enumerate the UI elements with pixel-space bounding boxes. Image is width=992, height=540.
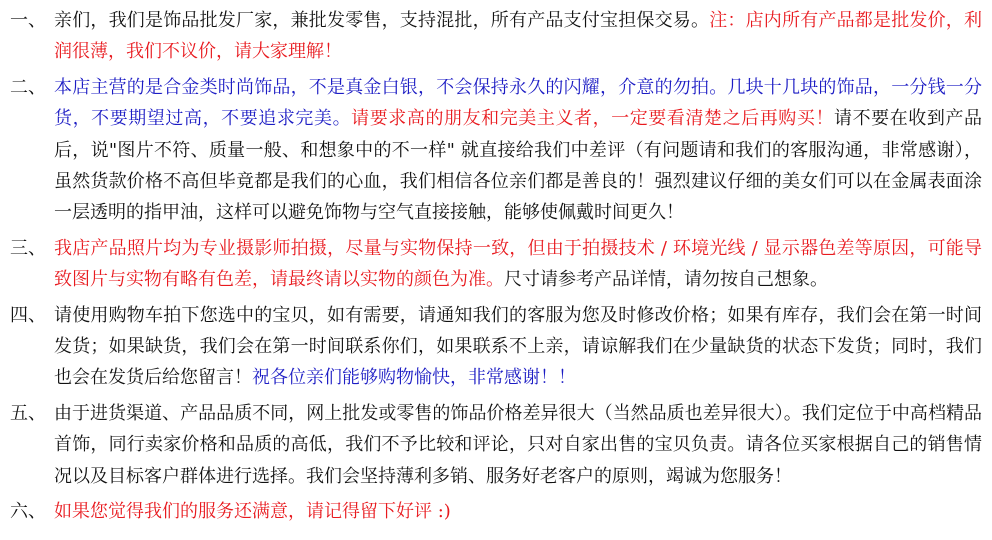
item-number: 二、	[10, 76, 46, 98]
item-text	[54, 5, 982, 68]
notice-item-2	[10, 72, 982, 229]
notice-item-4	[10, 300, 982, 394]
highlight-segment: 请要求高的朋友和完美主义者，一定要看清楚之后再购买！	[351, 108, 835, 130]
item-number: 四、	[10, 304, 46, 326]
notice-item-1	[10, 5, 982, 68]
item-text	[54, 233, 982, 296]
highlight-segment: 我店产品照片均为专业摄影师拍摄，尽量与实物保持一致，但由于拍摄技术 / 环境光线 / 显示器色差等原因，可能导致图片与实物有略有色差，请最终请以实物的颜色为准。	[54, 237, 982, 291]
item-text	[54, 398, 982, 492]
text-segment: 由于进货渠道、产品品质不同，网上批发或零售的饰品价格差异很大（当然品质也差异很大）。我们定位于中高档精品首饰，同行卖家价格和品质的高低，我们不予比较和评论，只对自家出售的宝贝负责。请各位买家根据自己的销售情况以及目标客户群体进行选择。我们会坚持薄利多销、服务好老客户的原则，竭诚为您服务！	[54, 402, 982, 487]
item-number: 一、	[10, 10, 46, 31]
item-number: 六、	[10, 501, 46, 523]
notice-item-3	[10, 233, 982, 296]
item-text	[54, 72, 982, 229]
highlight-segment: 如果您觉得我们的服务还满意，请记得留下好评 :)	[54, 501, 451, 523]
highlight-segment: 注：店内所有产品都是批发价，利润很薄，我们不议价，请大家理解！	[54, 10, 983, 63]
text-segment: 亲们，我们是饰品批发厂家，兼批发零售，支持混批，所有产品支付宝担保交易。	[54, 10, 710, 31]
item-number: 三、	[10, 237, 46, 259]
item-text	[54, 300, 982, 394]
item-number: 五、	[10, 402, 46, 424]
notice-item-5	[10, 398, 982, 492]
highlight-segment: 本店主营的是合金类时尚饰品，不是真金白银，不会保持永久的闪耀，介意的勿拍。几块十几块的饰品，一分钱一分货，不要期望过高，不要追求完美。	[54, 76, 982, 130]
highlight-segment: 祝各位亲们能够购物愉快，非常感谢！！	[252, 367, 576, 389]
text-segment: 请不要在收到产品后，说"图片不符、质量一般、和想象中的不一样" 就直接给我们中差评（有问题请和我们的客服沟通，非常感谢），虽然货款价格不高但毕竟都是我们的心血，我们相信各位亲们都是善良的！强烈建议仔细的美女们可以在金属表面涂一层透明的指甲油，这样可以避免饰物与空气直接接触，能够使佩戴时间更久！	[54, 108, 983, 224]
notice-item-6	[10, 496, 982, 527]
text-segment: 请使用购物车拍下您选中的宝贝，如有需要，请通知我们的客服为您及时修改价格；如果有库存，我们会在第一时间发货；如果缺货，我们会在第一时间联系你们，如果联系不上亲，请谅解我们在少量缺货的状态下发货；同时，我们也会在发货后给您留言！	[54, 304, 982, 389]
item-text	[54, 496, 982, 527]
text-segment: 尺寸请参考产品详情，请勿按自己想象。	[504, 269, 828, 291]
